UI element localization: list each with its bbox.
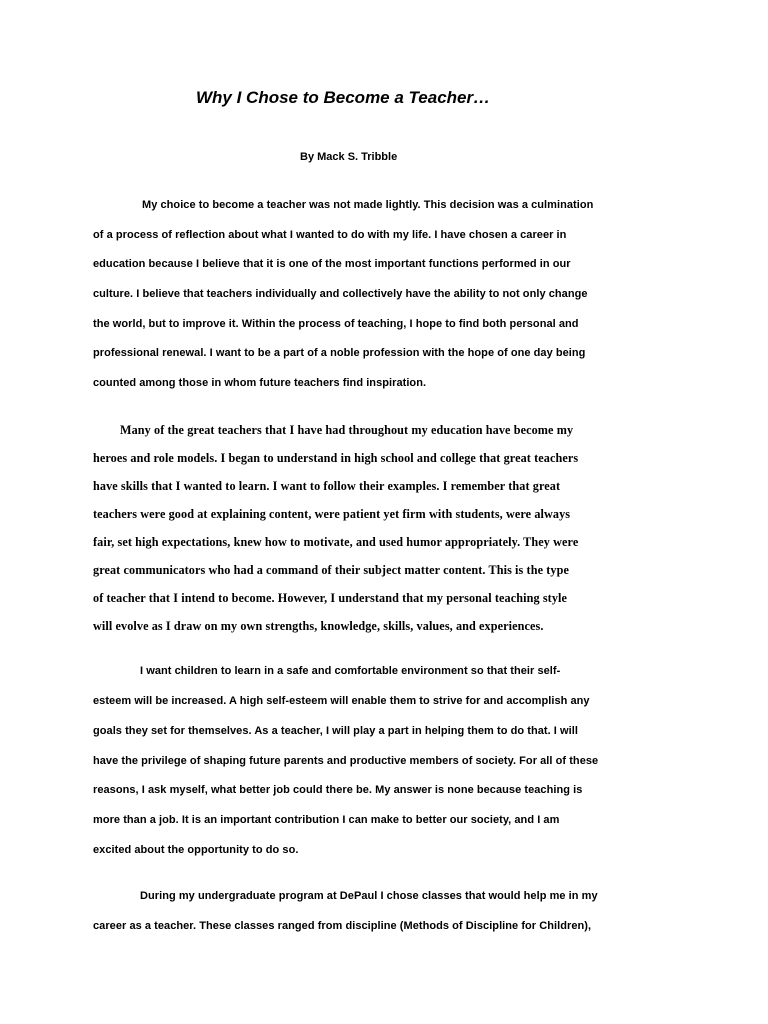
paragraph-line: heroes and role models. I began to understand in high school and college that great teachers xyxy=(93,451,579,465)
paragraph-line: of teacher that I intend to become. However, I understand that my personal teaching style xyxy=(93,591,568,605)
paragraph-line: of a process of reflection about what I wanted to do with my life. I have chosen a career in xyxy=(93,229,567,241)
paragraph-line: will evolve as I draw on my own strengths, knowledge, skills, values, and experiences. xyxy=(93,619,544,633)
paragraph-line: have the privilege of shaping future parents and productive members of society. For all of these xyxy=(93,755,599,767)
document-byline: By Mack S. Tribble xyxy=(300,151,398,163)
paragraph-line: more than a job. It is an important contribution I can make to better our society, and I am xyxy=(93,814,560,826)
paragraph-line: excited about the opportunity to do so. xyxy=(93,844,299,856)
paragraph-line: fair, set high expectations, knew how to motivate, and used humor appropriately. They were xyxy=(93,535,579,549)
paragraph-line: During my undergraduate program at DePaul I chose classes that would help me in my xyxy=(140,890,598,902)
document-title: Why I Chose to Become a Teacher… xyxy=(196,88,491,107)
paragraph-line: esteem will be increased. A high self-esteem will enable them to strive for and accomplish any xyxy=(93,695,590,707)
paragraph-line: teachers were good at explaining content, were patient yet firm with students, were always xyxy=(93,507,571,521)
paragraph-line: Many of the great teachers that I have had throughout my education have become my xyxy=(120,423,574,437)
paragraph-line: the world, but to improve it. Within the process of teaching, I hope to find both personal and xyxy=(93,318,579,330)
paragraph-line: professional renewal. I want to be a part of a noble profession with the hope of one day being xyxy=(93,347,586,359)
paragraph-line: great communicators who had a command of their subject matter content. This is the type xyxy=(93,563,569,577)
paragraph-line: counted among those in whom future teachers find inspiration. xyxy=(93,377,427,389)
paragraph-line: career as a teacher. These classes ranged from discipline (Methods of Discipline for Children), xyxy=(93,920,592,932)
paragraph-line: have skills that I wanted to learn. I want to follow their examples. I remember that great xyxy=(93,479,561,493)
paragraph-line: reasons, I ask myself, what better job could there be. My answer is none because teaching is xyxy=(93,784,583,796)
paragraph-line: I want children to learn in a safe and comfortable environment so that their self- xyxy=(140,665,561,677)
paragraph-line: My choice to become a teacher was not made lightly. This decision was a culmination xyxy=(142,199,594,211)
paragraph-line: education because I believe that it is one of the most important functions performed in our xyxy=(93,258,571,270)
paragraph-line: culture. I believe that teachers individually and collectively have the ability to not only change xyxy=(93,288,588,300)
paragraph-line: goals they set for themselves. As a teacher, I will play a part in helping them to do that. I will xyxy=(93,725,578,737)
